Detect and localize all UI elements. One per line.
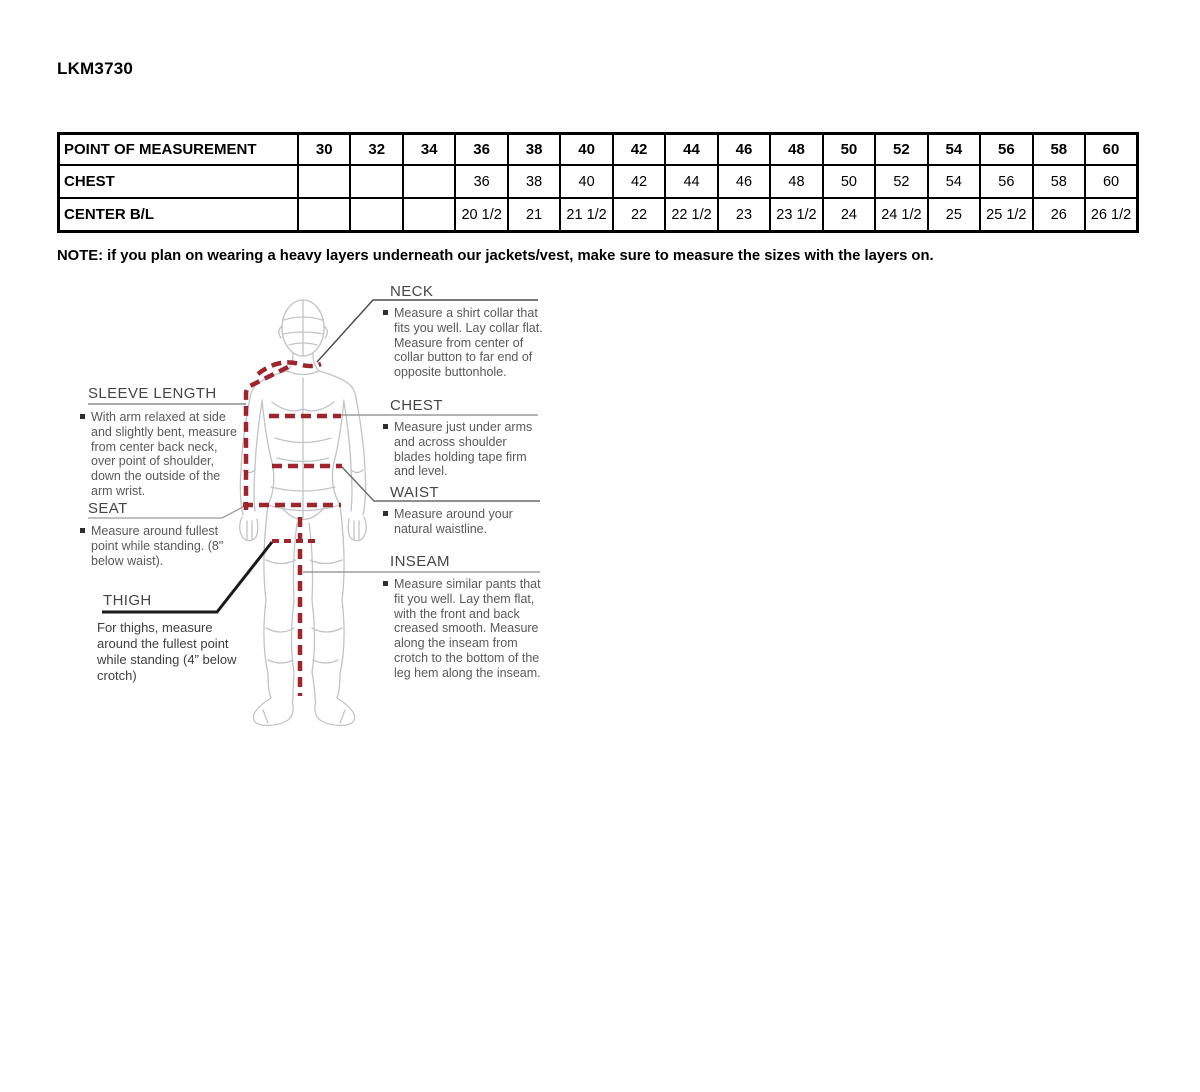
col-point-of-measurement: POINT OF MEASUREMENT [59, 134, 299, 166]
value-cell [403, 165, 455, 198]
bullet-icon [383, 310, 388, 315]
body-wireframe [240, 300, 367, 725]
neck-instructions: Measure a shirt collar that fits you well. Lay collar flat. Measure from center of collar button to far end of opposite buttonhole. [383, 306, 544, 380]
value-cell: 58 [1033, 165, 1085, 198]
value-cell: 20 1/2 [455, 198, 507, 232]
value-cell: 24 1/2 [875, 198, 927, 232]
style-code: LKM3730 [57, 59, 134, 78]
bullet-icon [383, 424, 388, 429]
value-cell: 40 [560, 165, 612, 198]
col-size-30: 30 [298, 134, 350, 166]
value-cell: 22 1/2 [665, 198, 717, 232]
value-cell: 38 [508, 165, 560, 198]
value-cell: 60 [1085, 165, 1137, 198]
value-cell: 50 [823, 165, 875, 198]
bullet-icon [383, 511, 388, 516]
bullet-icon [383, 581, 388, 586]
col-size-58: 58 [1033, 134, 1085, 166]
row-label: CHEST [59, 165, 299, 198]
bullet-icon [80, 528, 85, 533]
value-cell: 56 [980, 165, 1032, 198]
value-cell: 25 1/2 [980, 198, 1032, 232]
value-cell: 25 [928, 198, 980, 232]
value-cell: 54 [928, 165, 980, 198]
seat-instructions: Measure around fullest point while standing. (8" below waist). [80, 524, 239, 568]
value-cell: 52 [875, 165, 927, 198]
size-table-header-row [59, 134, 1138, 166]
col-size-38: 38 [508, 134, 560, 166]
col-size-44: 44 [665, 134, 717, 166]
value-cell [403, 198, 455, 232]
col-size-34: 34 [403, 134, 455, 166]
table-row [59, 165, 1138, 198]
value-cell [350, 165, 402, 198]
waist-instructions: Measure around your natural waistline. [383, 507, 544, 537]
value-cell: 21 1/2 [560, 198, 612, 232]
value-cell: 26 [1033, 198, 1085, 232]
row-label: CENTER B/L [59, 198, 299, 232]
inseam-label: INSEAM [390, 553, 450, 570]
chest-instructions: Measure just under arms and across shoulder blades holding tape firm and level. [383, 420, 544, 479]
value-cell: 24 [823, 198, 875, 232]
note-text: NOTE: if you plan on wearing a heavy layers underneath our jackets/vest, make sure to measure the sizes with the layers on. [57, 248, 934, 264]
col-size-48: 48 [770, 134, 822, 166]
col-size-60: 60 [1085, 134, 1137, 166]
value-cell: 23 [718, 198, 770, 232]
value-cell [298, 165, 350, 198]
value-cell [298, 198, 350, 232]
chest-label: CHEST [390, 397, 443, 414]
neck-label: NECK [390, 283, 434, 300]
col-size-52: 52 [875, 134, 927, 166]
value-cell: 36 [455, 165, 507, 198]
value-cell: 26 1/2 [1085, 198, 1137, 232]
value-cell: 21 [508, 198, 560, 232]
sleeve-length-instructions: With arm relaxed at side and slightly bent, measure from center back neck, over point of shoulder, down the outside of the arm wrist. [80, 410, 239, 499]
value-cell: 46 [718, 165, 770, 198]
value-cell: 42 [613, 165, 665, 198]
col-size-40: 40 [560, 134, 612, 166]
inseam-instructions: Measure similar pants that fit you well. Lay them flat, with the front and back creased smooth. Measure along the inseam from crotch to the bottom of the leg hem along the inseam. [383, 577, 544, 680]
value-cell [350, 198, 402, 232]
bullet-icon [80, 414, 85, 419]
table-row [59, 198, 1138, 232]
sleeve-length-label: SLEEVE LENGTH [88, 385, 217, 402]
value-cell: 22 [613, 198, 665, 232]
thigh-label: THIGH [103, 592, 152, 609]
value-cell: 48 [770, 165, 822, 198]
value-cell: 23 1/2 [770, 198, 822, 232]
waist-label: WAIST [390, 484, 439, 501]
col-size-54: 54 [928, 134, 980, 166]
col-size-36: 36 [455, 134, 507, 166]
col-size-46: 46 [718, 134, 770, 166]
size-table [57, 132, 1139, 233]
col-size-56: 56 [980, 134, 1032, 166]
col-size-50: 50 [823, 134, 875, 166]
thigh-instructions: For thighs, measure around the fullest point while standing (4” below crotch) [97, 620, 237, 683]
seat-label: SEAT [88, 500, 128, 517]
value-cell: 44 [665, 165, 717, 198]
col-size-32: 32 [350, 134, 402, 166]
col-size-42: 42 [613, 134, 665, 166]
